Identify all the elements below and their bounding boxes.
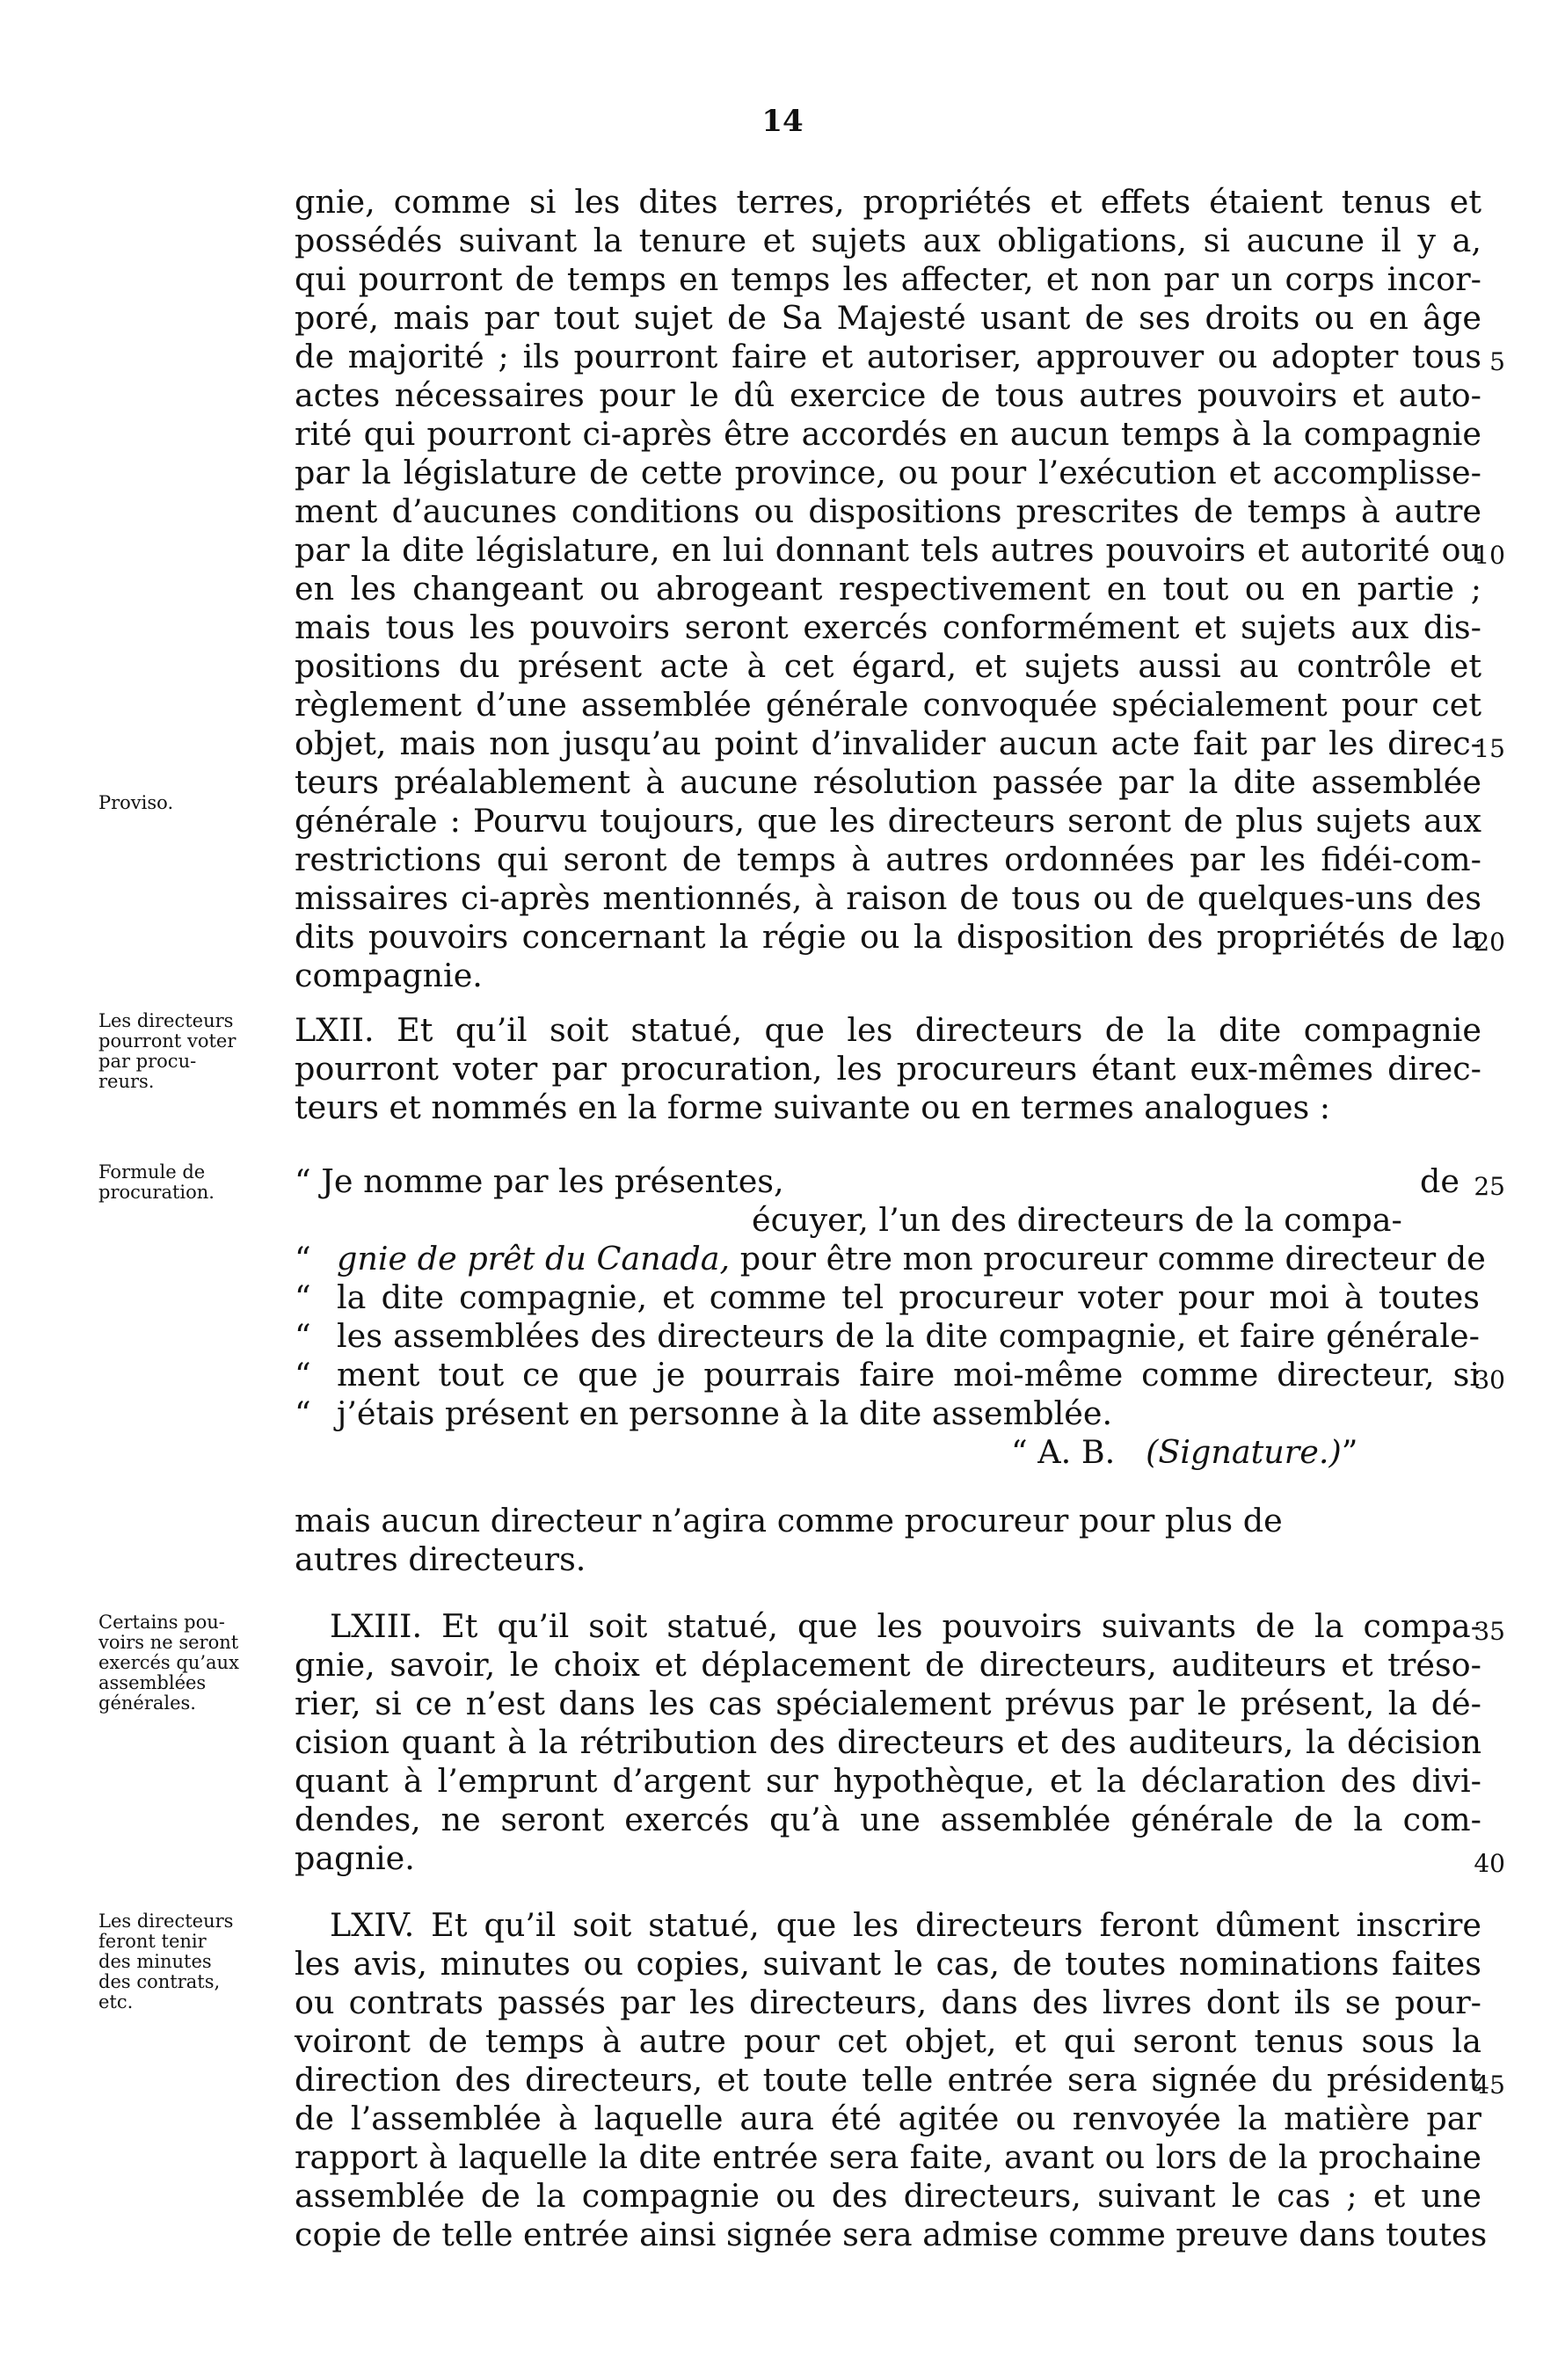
text-line: cision quant à la rétribution des directeurs et des auditeurs, la décision xyxy=(295,1723,1481,1761)
text-line: de majorité ; ils pourront faire et autoriser, approuver ou adopter tous xyxy=(295,338,1481,375)
text-line: direction des directeurs, et toute telle entrée sera signée du président xyxy=(295,2061,1481,2099)
text-line: rier, si ce n’est dans les cas spécialement prévus par le présent, la dé- xyxy=(295,1685,1481,1722)
line-number: 5 xyxy=(1489,347,1505,376)
text-line: positions du présent acte à cet égard, et sujets aussi au contrôle et xyxy=(295,647,1481,685)
margin-note-formula: Formule de procuration. xyxy=(98,1161,215,1203)
text-line: teurs préalablement à aucune résolution passée par la dite assemblée xyxy=(295,763,1481,801)
page-number: 14 xyxy=(761,104,804,139)
text-line: de l’assemblée à laquelle aura été agitée ou renvoyée la matière par xyxy=(295,2100,1481,2137)
signature-line: “ A. B. (Signature.)” xyxy=(1011,1433,1358,1471)
formula-line-1-left: “ Je nomme par les présentes, xyxy=(295,1162,784,1200)
line-number: 15 xyxy=(1474,734,1505,763)
text-line: mais aucun directeur n’agira comme procureur pour plus de xyxy=(295,1502,1283,1539)
line-number: 45 xyxy=(1474,2071,1505,2100)
text-line: quant à l’emprunt d’argent sur hypothèque, et la déclaration des divi- xyxy=(295,1762,1481,1800)
text-line: par la législature de cette province, ou pour l’exécution et accomplisse- xyxy=(295,454,1481,491)
text-line: en les changeant ou abrogeant respectivement en tout ou en partie ; xyxy=(295,570,1481,608)
formula-line: “ gnie de prêt du Canada, pour être mon procureur comme directeur de xyxy=(295,1240,1486,1277)
formula-line xyxy=(295,1162,1481,1201)
text-line: gnie, savoir, le choix et déplacement de directeurs, auditeurs et tréso- xyxy=(295,1646,1481,1684)
text-line: dits pouvoirs concernant la régie ou la disposition des propriétés de la xyxy=(295,918,1481,956)
text-line: restrictions qui seront de temps à autres ordonnées par les fidéi-com- xyxy=(295,841,1481,878)
text-line: possédés suivant la tenure et sujets aux obligations, si aucune il y a, xyxy=(295,222,1481,259)
text-line: teurs et nommés en la forme suivante ou en termes analogues : xyxy=(295,1088,1331,1126)
text-line: missaires ci-après mentionnés, à raison de tous ou de quelques-uns des xyxy=(295,879,1481,917)
margin-note-minutes: Les directeurs feront tenir des minutes des contrats, etc. xyxy=(98,1911,234,2012)
text-line: LXIV. Et qu’il soit statué, que les directeurs feront dûment inscrire xyxy=(330,1906,1481,1944)
formula-line xyxy=(752,1201,1481,1240)
text-line: mais tous les pouvoirs seront exercés conformément et sujets aux dis- xyxy=(295,608,1481,646)
quote-mark: “ xyxy=(295,1278,311,1316)
text-line: gnie, comme si les dites terres, propriétés et effets étaient tenus et xyxy=(295,183,1481,221)
text-line: LXIII. Et qu’il soit statué, que les pouvoirs suivants de la compa- xyxy=(330,1607,1481,1645)
text-line: ou contrats passés par les directeurs, dans des livres dont ils se pour- xyxy=(295,1983,1481,2021)
text-line: pourront voter par procuration, les procureurs étant eux-mêmes direc- xyxy=(295,1050,1481,1088)
text-line: autres directeurs. xyxy=(295,1540,586,1578)
text-line: voiront de temps à autre pour cet objet, et qui seront tenus sous la xyxy=(295,2022,1481,2060)
text-line: copie de telle entrée ainsi signée sera admise comme preuve dans toutes xyxy=(295,2216,1488,2253)
line-number: 30 xyxy=(1474,1365,1505,1394)
text-line: règlement d’une assemblée générale convoquée spécialement pour cet xyxy=(295,686,1481,724)
formula-line-2: écuyer, l’un des directeurs de la compa- xyxy=(752,1201,1402,1239)
formula-line-1-right: de xyxy=(1420,1162,1459,1200)
quote-mark: “ xyxy=(295,1240,311,1277)
quote-mark: “ xyxy=(295,1317,311,1355)
text-line: générale : Pourvu toujours, que les directeurs seront de plus sujets aux xyxy=(295,802,1481,840)
text-line: dendes, ne seront exercés qu’à une assemblée générale de la com- xyxy=(295,1801,1481,1838)
formula-line: “ j’étais présent en personne à la dite assemblée. xyxy=(295,1394,1113,1432)
text-line: compagnie. xyxy=(295,957,483,994)
text-line: actes nécessaires pour le dû exercice de tous autres pouvoirs et auto- xyxy=(295,376,1481,414)
text-line: qui pourront de temps en temps les affecter, et non par un corps incor- xyxy=(295,260,1481,298)
text-line: les avis, minutes ou copies, suivant le cas, de toutes nominations faites xyxy=(295,1945,1481,1983)
quote-mark: “ xyxy=(295,1356,311,1394)
company-name: gnie de prêt du Canada, xyxy=(337,1240,731,1277)
text-line: rité qui pourront ci-après être accordés en aucun temps à la compagnie xyxy=(295,415,1481,453)
text-line: LXII. Et qu’il soit statué, que les directeurs de la dite compagnie xyxy=(295,1011,1481,1049)
line-number: 10 xyxy=(1474,541,1505,570)
text-line: rapport à laquelle la dite entrée sera faite, avant ou lors de la prochaine xyxy=(295,2138,1481,2176)
formula-line: “ ment tout ce que je pourrais faire moi-même comme directeur, si xyxy=(295,1356,1480,1394)
text-line: assemblée de la compagnie ou des directeurs, suivant le cas ; et une xyxy=(295,2177,1481,2215)
text-line: objet, mais non jusqu’au point d’invalider aucun acte fait par les direc- xyxy=(295,724,1481,762)
text-line: ment d’aucunes conditions ou dispositions prescrites de temps à autre xyxy=(295,492,1481,530)
signature-label: (Signature.) xyxy=(1146,1433,1342,1471)
line-number: 40 xyxy=(1474,1849,1505,1878)
margin-note-proviso: Proviso. xyxy=(98,792,174,813)
text-line: pagnie. xyxy=(295,1839,415,1877)
line-number: 20 xyxy=(1474,928,1505,957)
line-number: 25 xyxy=(1474,1172,1505,1201)
text-line: poré, mais par tout sujet de Sa Majesté usant de ses droits ou en âge xyxy=(295,299,1481,337)
formula-line: “ les assemblées des directeurs de la dite compagnie, et faire générale- xyxy=(295,1317,1480,1355)
formula-line: “ la dite compagnie, et comme tel procureur voter pour moi à toutes xyxy=(295,1278,1480,1316)
text-line: par la dite législature, en lui donnant tels autres pouvoirs et autorité ou xyxy=(295,531,1481,569)
quote-mark: “ xyxy=(295,1394,311,1432)
margin-note-proxy-vote: Les directeurs pourront voter par procu- reurs. xyxy=(98,1010,237,1092)
margin-note-general-assemblies: Certains pou- voirs ne seront exercés qu’aux assemblées générales. xyxy=(98,1612,239,1714)
line-number: 35 xyxy=(1474,1617,1505,1646)
